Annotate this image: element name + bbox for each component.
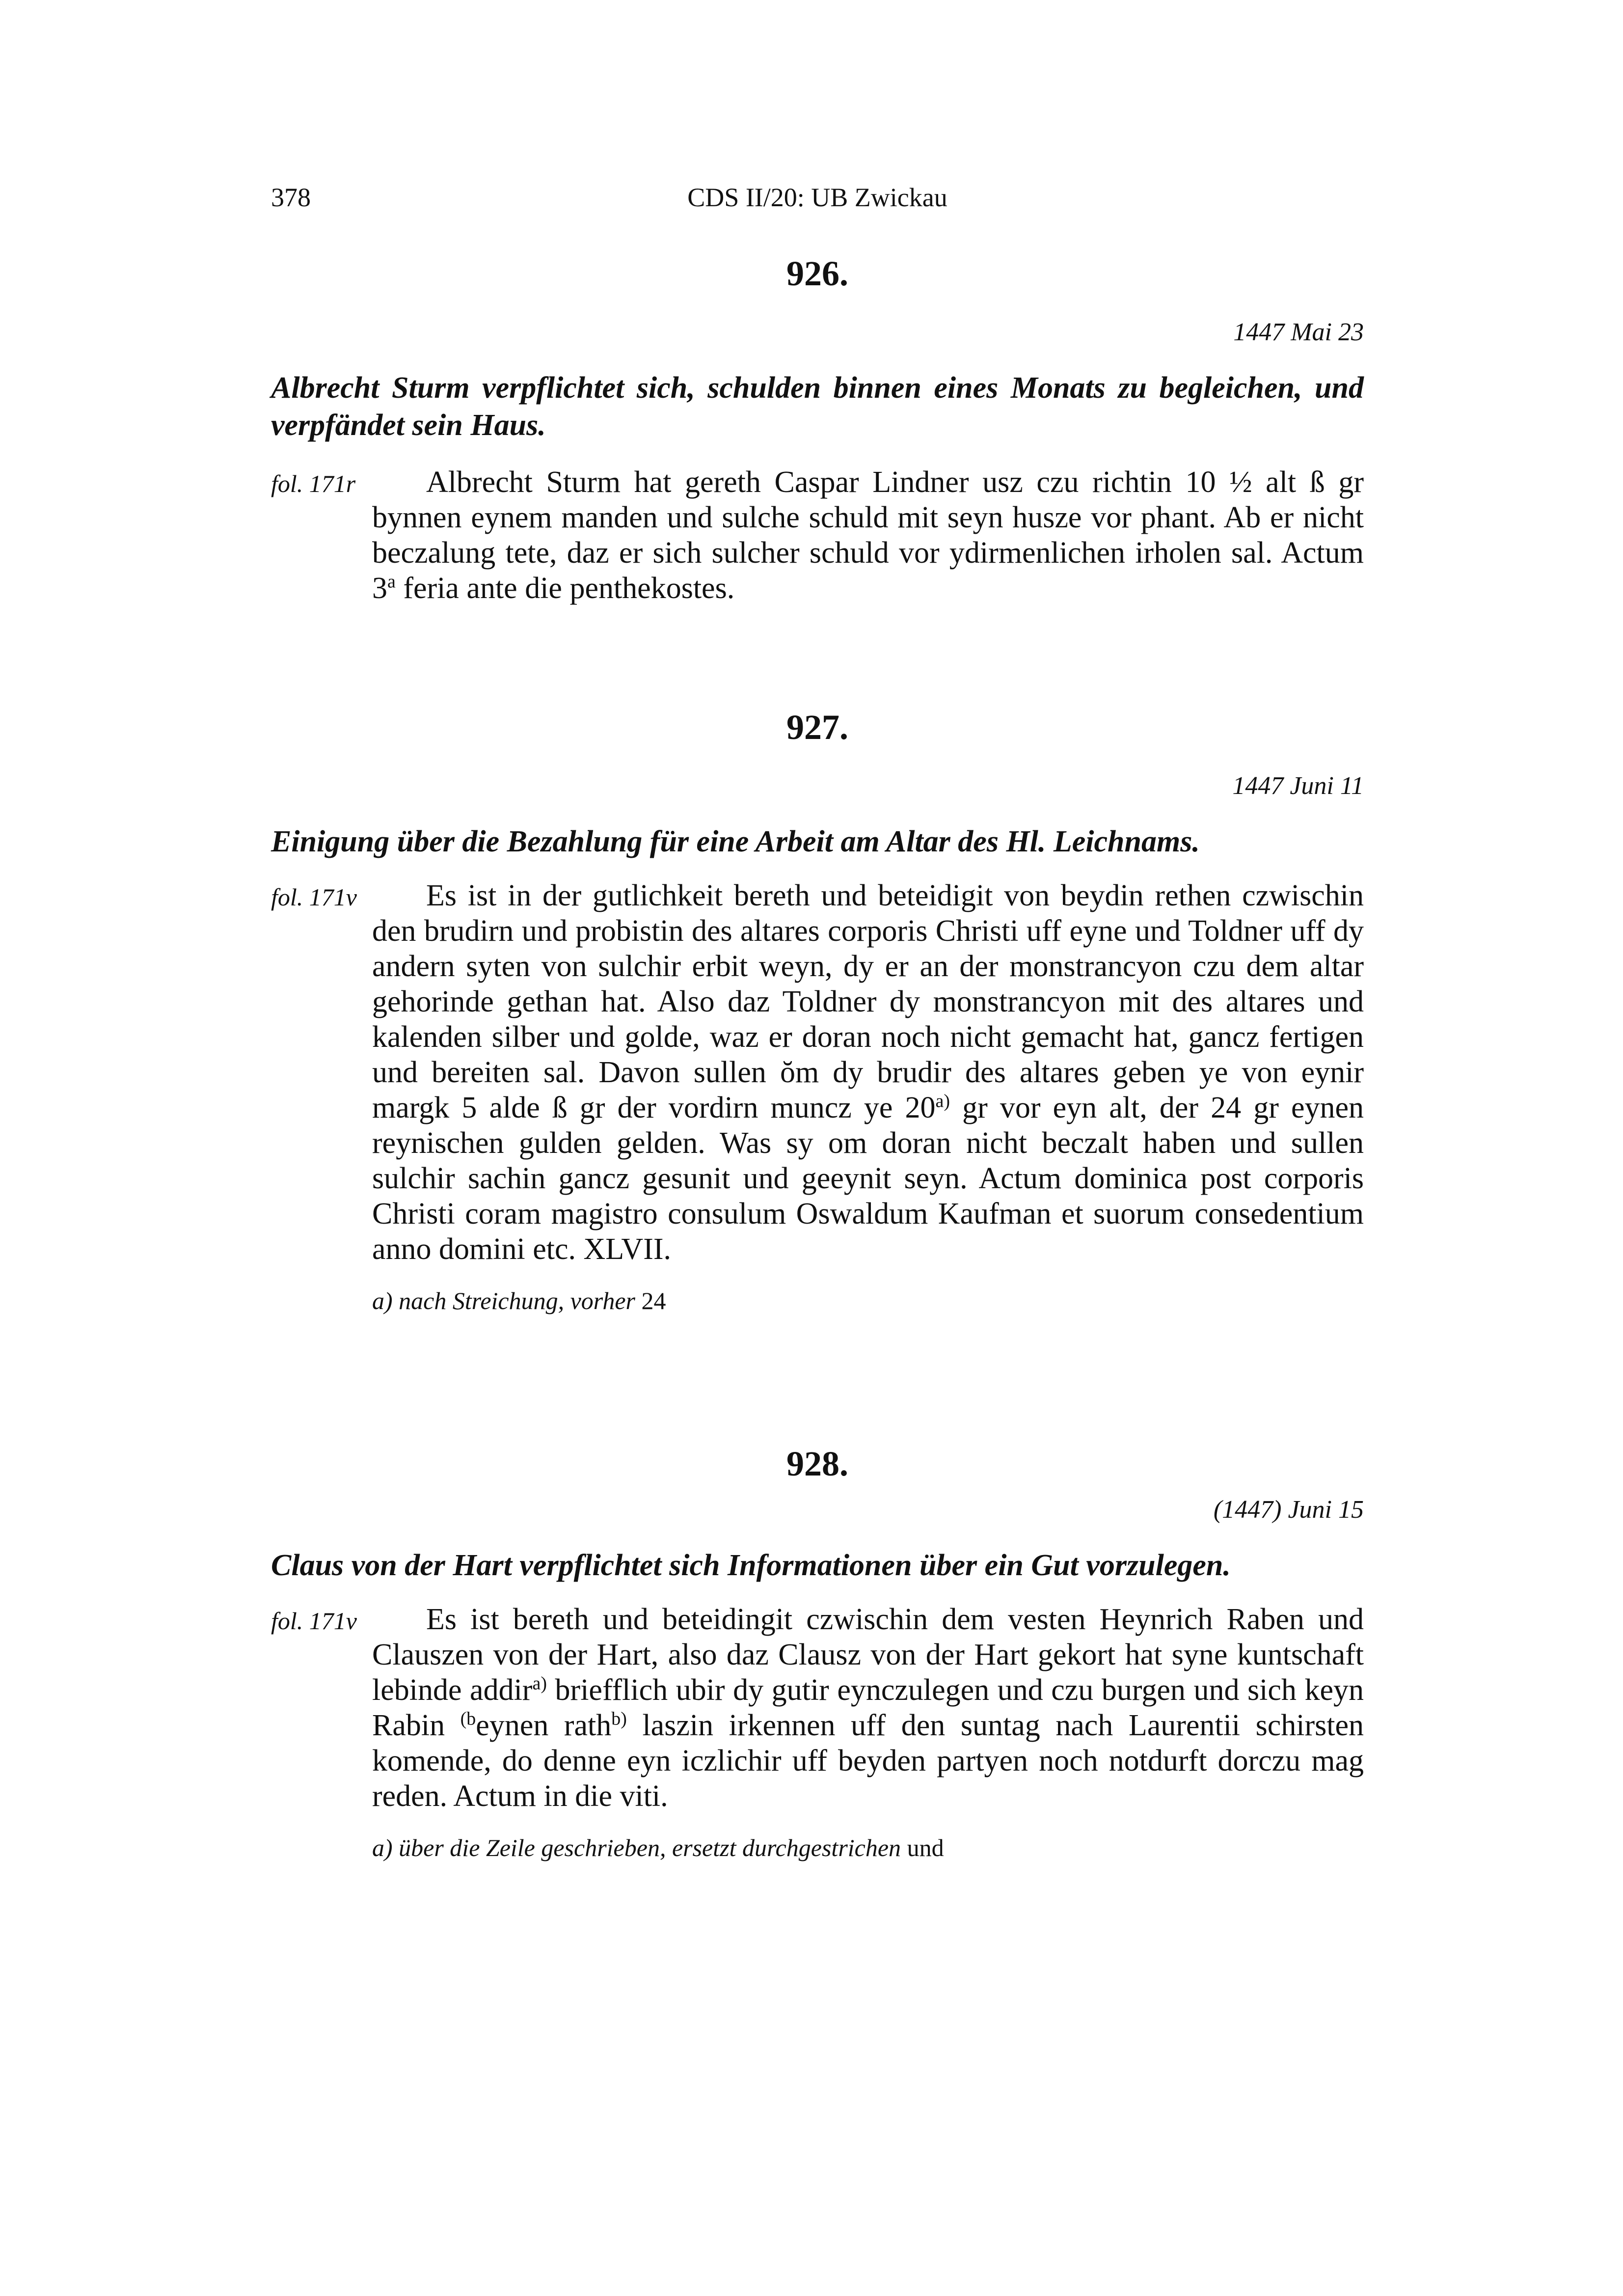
- entry-summary: Albrecht Sturm verpflichtet sich, schulden binnen eines Monats zu begleichen, und verpfändet sein Haus.: [271, 371, 1364, 442]
- entry-number: 926.: [786, 254, 848, 293]
- footnote: a) nach Streichung, vorher 24: [372, 1287, 666, 1314]
- running-title: CDS II/20: UB Zwickau: [687, 183, 947, 212]
- entry-summary: Claus von der Hart verpflichtet sich Informationen über ein Gut vorzulegen.: [271, 1549, 1231, 1582]
- entry-body: [271, 465, 1364, 606]
- footnote-marker: a): [935, 1091, 950, 1112]
- entry-text: Es ist in der gutlichkeit bereth und beteidigit von beydin rethen czwischin den brudirn und probistin des altares corporis Christi uff eyne und Toldner uff dy andern syten von sulchir erbit weyn, dy er an der monstrancyon czu dem altar gehorinde gethan hat. Also daz Toldner dy monstrancyon mit des altares und kalenden silber und golde, waz er doran noch nicht gemacht hat, gancz fertigen und bereiten sal. Davon sullen ŏm dy brudir des altares geben ye von eynir margk 5 alde ß gr der vordirn muncz ye 20$^{a)}$ gr vor eyn alt, der 24 gr eynen reynischen gulden gelden. Was sy om doran nicht beczalt haben und sullen sulchir sachin gancz gesunit und geeynit seyn. Actum dominica post corporis Christi coram magistro consulum Oswaldum Kaufman et suorum consedentium anno domini etc. XLVII.: [372, 879, 1364, 1266]
- entry-date: (1447) Juni 15: [1213, 1496, 1364, 1524]
- folio-reference: fol. 171v: [271, 1607, 357, 1635]
- entry-number: 928.: [786, 1444, 848, 1483]
- entry-number: 927.: [786, 708, 848, 747]
- folio-reference: fol. 171v: [271, 883, 357, 911]
- entry-927: [271, 705, 1364, 1317]
- footnote-marker: a: [387, 571, 396, 592]
- footnote-marker: a): [532, 1673, 547, 1694]
- footnote-marker: b): [611, 1708, 627, 1729]
- entry-summary: Einigung über die Bezahlung für eine Arbeit am Altar des Hl. Leichnams.: [271, 825, 1200, 858]
- entry-926: [271, 251, 1364, 606]
- page-number: 378: [271, 183, 311, 212]
- folio-reference: fol. 171r: [271, 470, 356, 497]
- entry-text: Albrecht Sturm hat gereth Caspar Lindner usz czu richtin 10 ½ alt ß gr bynnen eynem manden und sulche schuld mit seyn husze vor phant. Ab er nicht beczalung tete, daz er sich sulcher schuld vor ydirmenlichen irholen sal. Actum 3$^a$ feria ante die penthekostes.: [372, 465, 1364, 605]
- entry-body: [271, 1602, 1364, 1814]
- entry-date: 1447 Mai 23: [1233, 318, 1364, 346]
- entry-text: Es ist bereth und beteidingit czwischin dem vesten Heynrich Raben und Clauszen von der Hart, also daz Clausz von der Hart gekort hat syne kuntschaft lebinde addir$^{a)}$ briefflich ubir dy gutir eynczulegen und czu burgen und sich keyn Rabin $^{(b}$eynen rath$^{b)}$ laszin irkennen uff den suntag nach Laurentii schirsten komende, do denne eyn iczlichir uff beyden partyen noch notdurft dorczu mag reden. Actum in die viti.: [372, 1603, 1364, 1813]
- entry-date: 1447 Juni 11: [1232, 772, 1364, 800]
- entry-928: [271, 1442, 1364, 1864]
- footnote-marker: (b: [460, 1708, 476, 1729]
- running-header: [271, 178, 1364, 217]
- entry-body: [271, 878, 1364, 1267]
- footnote: a) über die Zeile geschrieben, ersetzt durchgestrichen und: [372, 1834, 944, 1861]
